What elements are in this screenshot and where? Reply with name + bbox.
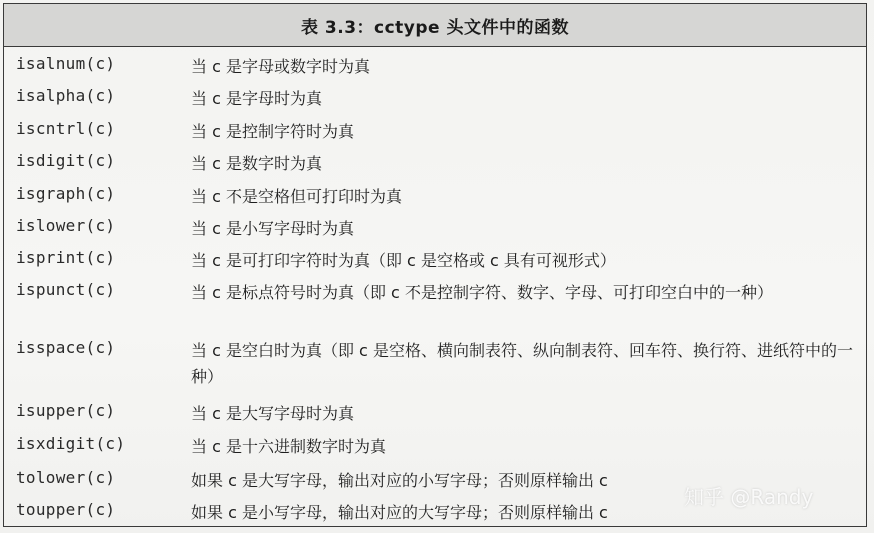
function-description: 当 c 是大写字母时为真	[191, 404, 354, 423]
function-name: isalnum(c)	[16, 54, 116, 73]
table-title: 表 3.3：cctype 头文件中的函数	[300, 17, 569, 38]
function-description: 如果 c 是大写字母，输出对应的小写字母；否则原样输出 c	[191, 471, 608, 490]
function-description: 当 c 是字母或数字时为真	[191, 57, 370, 76]
function-description: 当 c 是空白时为真（即 c 是空格、横向制表符、纵向制表符、回车符、换行符、进纸符中的一种）	[191, 341, 853, 386]
function-description: 当 c 是小写字母时为真	[191, 219, 354, 238]
function-description: 当 c 是可打印字符时为真（即 c 是空格或 c 具有可视形式）	[191, 251, 616, 270]
function-name: isalpha(c)	[16, 86, 116, 105]
function-name: islower(c)	[16, 216, 116, 235]
function-name: isupper(c)	[16, 401, 116, 420]
function-description: 当 c 是字母时为真	[191, 89, 322, 108]
function-description: 当 c 是十六进制数字时为真	[191, 437, 386, 456]
watermark: 知乎 @Randy	[684, 485, 814, 509]
function-name: ispunct(c)	[16, 280, 116, 299]
table-body	[4, 48, 866, 526]
function-name: isdigit(c)	[16, 151, 116, 170]
function-name: isspace(c)	[16, 338, 116, 357]
function-description: 当 c 是数字时为真	[191, 154, 322, 173]
function-name: isgraph(c)	[16, 184, 116, 203]
function-description: 如果 c 是小写字母，输出对应的大写字母；否则原样输出 c	[191, 503, 608, 522]
table-header	[4, 4, 866, 47]
function-table	[3, 3, 867, 527]
function-name: toupper(c)	[16, 500, 116, 519]
function-name: isxdigit(c)	[16, 434, 126, 453]
function-name: tolower(c)	[16, 468, 116, 487]
function-description: 当 c 是控制字符时为真	[191, 122, 354, 141]
function-description: 当 c 不是空格但可打印时为真	[191, 187, 402, 206]
function-name: isprint(c)	[16, 248, 116, 267]
function-description: 当 c 是标点符号时为真（即 c 不是控制字符、数字、字母、可打印空白中的一种）	[191, 283, 773, 302]
function-name: iscntrl(c)	[16, 119, 116, 138]
